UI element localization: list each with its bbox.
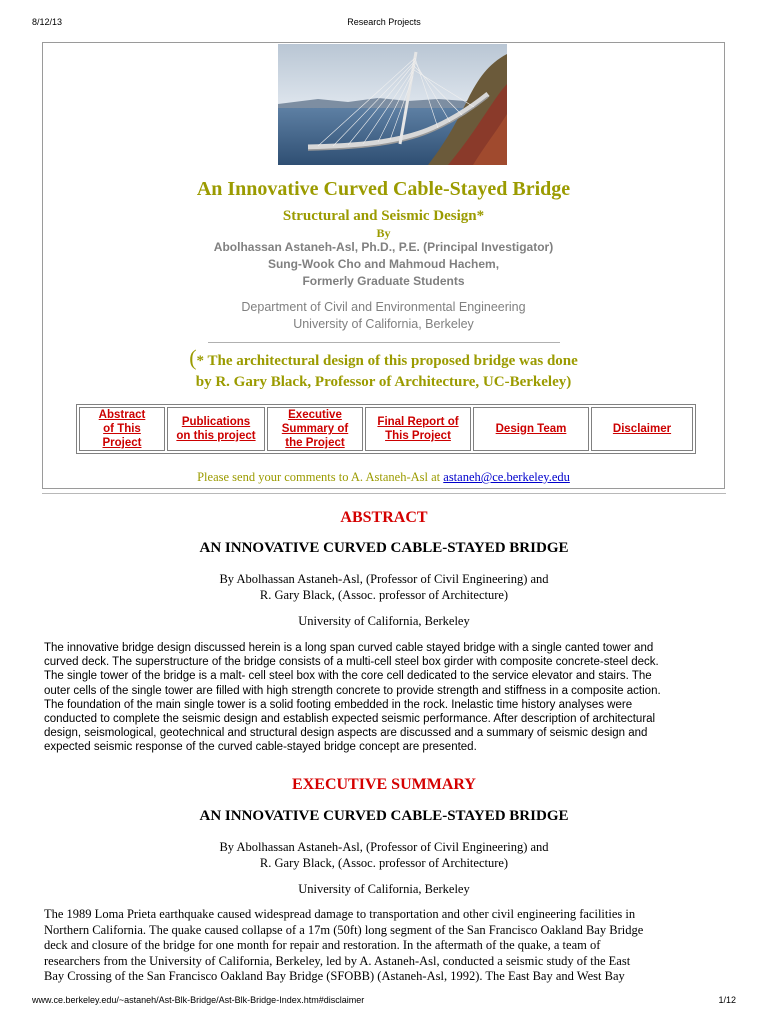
abstract-heading: ABSTRACT (340, 509, 428, 526)
project-title: An Innovative Curved Cable-Stayed Bridge (196, 178, 571, 200)
nav-final-report[interactable]: Final Report of This Project (365, 407, 471, 451)
abstract-title: AN INNOVATIVE CURVED CABLE-STAYED BRIDGE (199, 540, 569, 556)
executive-body: The 1989 Loma Prieta earthquake caused widespread damage to transportation and other civil engineering facilities in Northern California. The quake caused collapse of a 17m (50ft) long segment of the San Francisco Oakland Bay Bridge deck and closure of the bridge for one month for repair and restoration. In the aftermath of the quake, a team of researchers from the University of California, Berkeley, led by A. Astaneh-Asl, conducted a seismic study of the East Bay Crossing of the San Francisco Oakland Bay Bridge (SFOBB) (Astaneh-Asl, 1992). The East Bay and West Bay (44, 907, 644, 983)
print-url: www.ce.berkeley.edu/~astaneh/Ast-Blk-Bridge/Ast-Blk-Bridge-Index.htm#disclaimer (32, 995, 365, 1005)
author-pi: Abolhassan Astaneh-Asl, Ph.D., P.E. (Principal Investigator) (213, 240, 554, 254)
email-link[interactable]: astaneh@ce.berkeley.edu (443, 470, 570, 484)
arch-note-line1: * The architectural design of this proposed bridge was done (196, 353, 578, 369)
section-divider (42, 493, 726, 494)
abstract-affiliation: University of California, Berkeley (298, 614, 470, 628)
executive-byline-1: By Abolhassan Astaneh-Asl, (Professor of Civil Engineering) and (219, 840, 549, 854)
bridge-photo (278, 44, 507, 165)
department: Department of Civil and Environmental Engineering (241, 300, 526, 314)
abstract-byline-1: By Abolhassan Astaneh-Asl, (Professor of Civil Engineering) and (219, 572, 549, 586)
arch-note-line2: by R. Gary Black, Professor of Architecture, UC-Berkeley (195, 374, 567, 390)
nav-abstract[interactable]: Abstract of This Project (79, 407, 165, 451)
project-subtitle: Structural and Seismic Design* (282, 208, 485, 224)
abstract-body: The innovative bridge design discussed herein is a long span curved cable stayed bridge with a single canted tower and curved deck. The superstructure of the bridge consists of a multi-cell steel box girder with composite concrete-steel deck. The single tower of the bridge is a malt- cell steel box with the core cell dedicated to the service elevator and stairs. The outer cells of the single tower are filled with high strength concrete to provide strength and stiffness in a composite action. The foundation of the main single tower is a solid footing embedded in the rock. Inelastic time history analyses were conducted to complete the seismic design and establish expected seismic performance. After description of architectural design, seismological, geotechnical and structural design aspects are discussed and a summary of seismic design and expected seismic response of the curved cable-stayed bridge concept are presented. (44, 642, 661, 754)
close-paren: ) (566, 374, 572, 390)
executive-affiliation: University of California, Berkeley (298, 882, 470, 896)
open-paren: ( (189, 345, 197, 370)
nav-table (76, 404, 696, 454)
nav-executive-summary[interactable]: Executive Summary of the Project (267, 407, 363, 451)
architectural-note (42, 347, 725, 393)
abstract-byline-2: R. Gary Black, (Assoc. professor of Architecture) (259, 588, 509, 602)
bridge-illustration (278, 44, 507, 165)
by-label: By (376, 226, 391, 240)
print-date: 8/12/13 (32, 17, 63, 27)
print-page-number: 1/12 (718, 995, 736, 1005)
executive-heading: EXECUTIVE SUMMARY (292, 776, 476, 793)
nav-publications[interactable]: Publications on this project (167, 407, 265, 451)
comments-line (42, 470, 725, 485)
author-students: Sung-Wook Cho and Mahmoud Hachem, (267, 257, 500, 271)
executive-byline-2: R. Gary Black, (Assoc. professor of Architecture) (259, 856, 509, 870)
divider (208, 342, 560, 343)
nav-disclaimer[interactable]: Disclaimer (591, 407, 693, 451)
comments-text: Please send your comments to A. Astaneh-Asl at (197, 470, 444, 484)
university: University of California, Berkeley (293, 317, 474, 331)
print-title: Research Projects (347, 17, 421, 27)
print-header (32, 17, 736, 31)
print-footer (32, 995, 736, 1009)
author-role: Formerly Graduate Students (302, 274, 465, 288)
nav-design-team[interactable]: Design Team (473, 407, 589, 451)
executive-title: AN INNOVATIVE CURVED CABLE-STAYED BRIDGE (199, 808, 569, 824)
